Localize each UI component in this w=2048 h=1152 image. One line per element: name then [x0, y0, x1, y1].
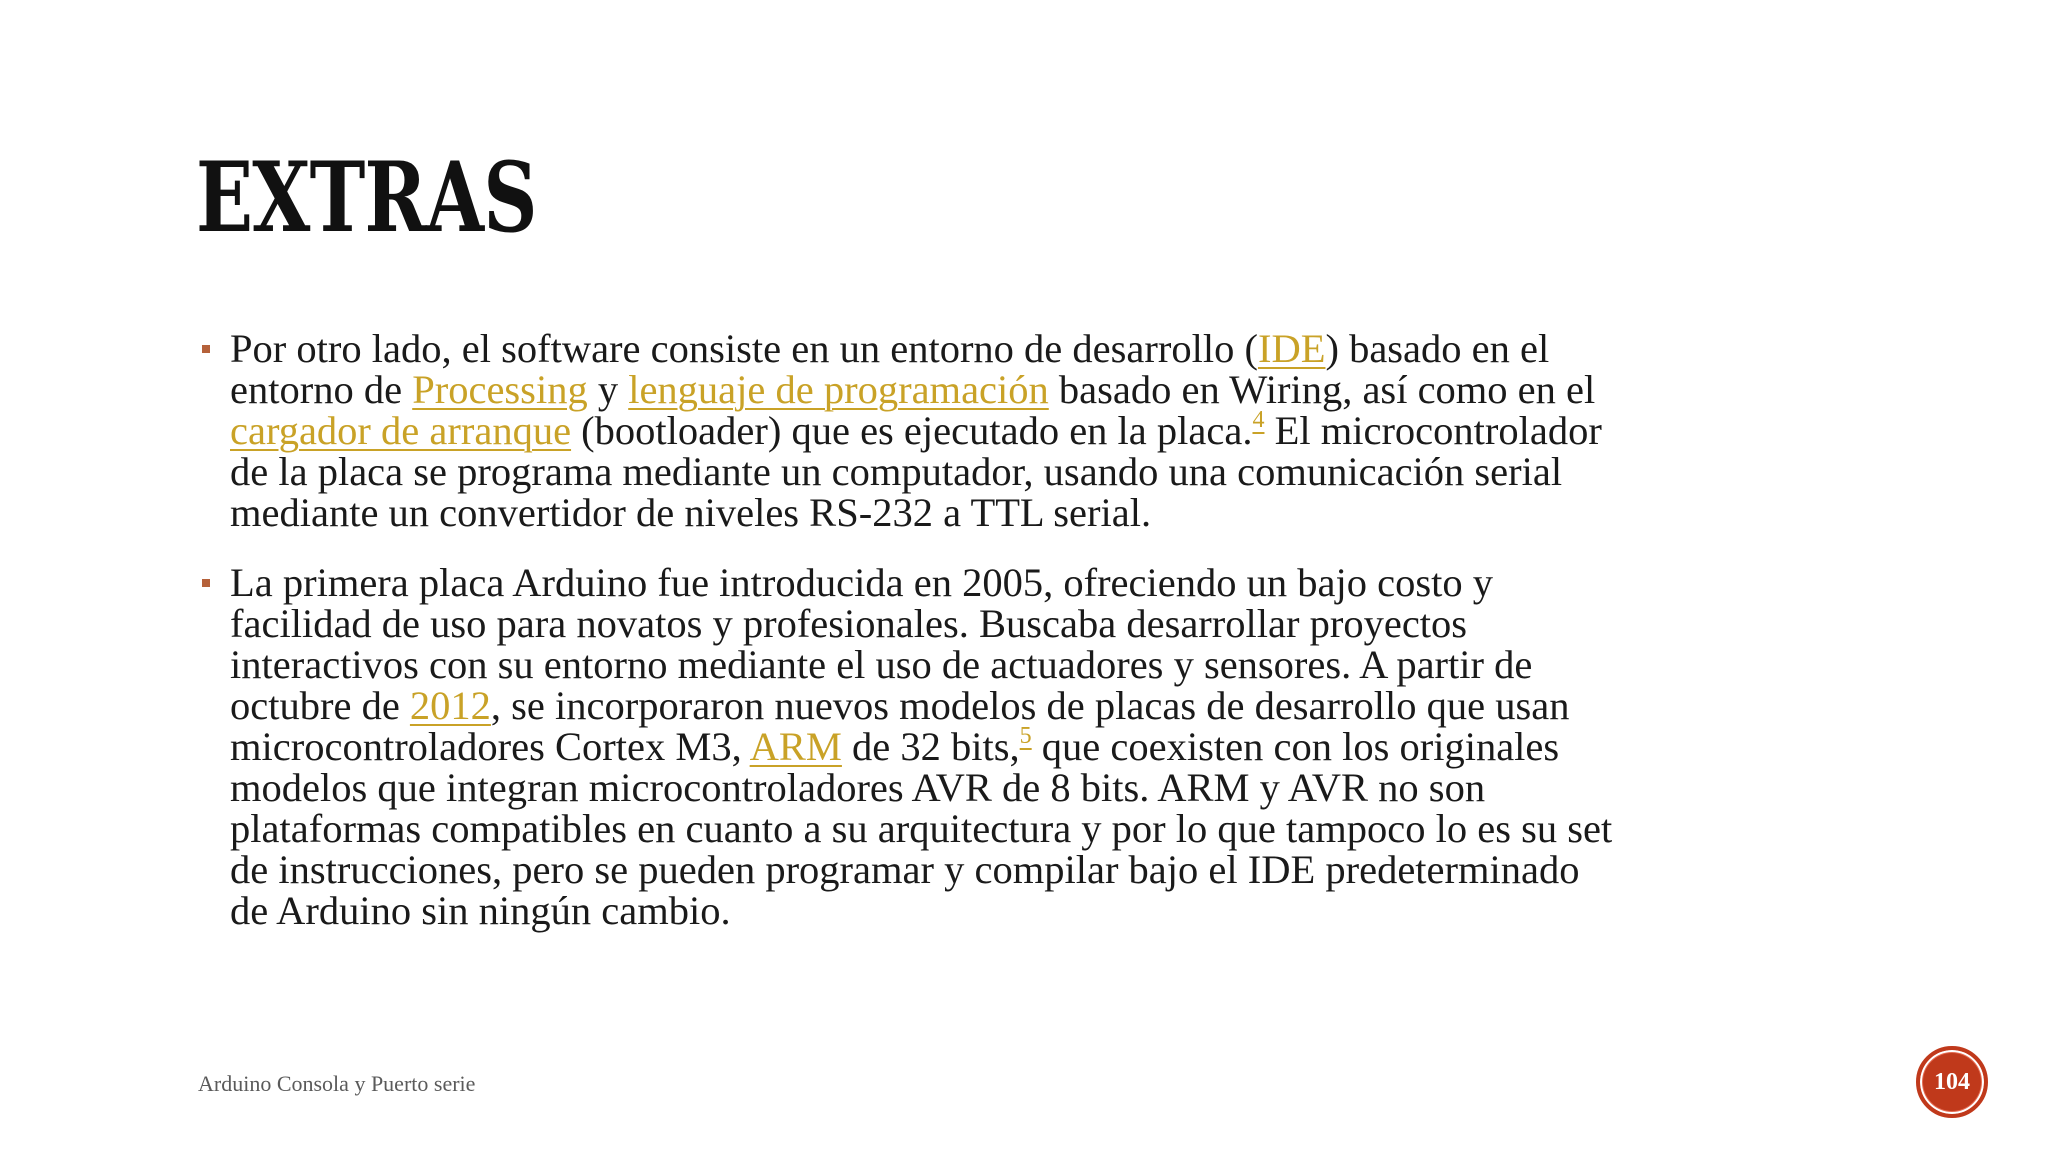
bullet-text: El microcontrolador de la placa se programa mediante un computador, usando una comunicación serial mediante un convertidor de niveles RS-232 a TTL serial.	[230, 408, 1602, 535]
bullet-marker-icon	[202, 579, 210, 587]
bullet-text: y	[587, 367, 629, 412]
bullet-text: de 32 bits,	[841, 724, 1020, 769]
bullet-item-2	[196, 562, 1616, 931]
bullet-text: , se incorporaron nuevos modelos de placas de desarrollo que usan microcontroladores Cortex M3,	[230, 683, 1570, 769]
link-lenguaje-de-programacion[interactable]: lenguaje de programación	[628, 367, 1049, 412]
link-ide[interactable]: IDE	[1257, 326, 1326, 371]
bullet-text: ) basado en el entorno de	[230, 326, 1550, 412]
link-2012[interactable]: 2012	[409, 683, 491, 728]
slide-footer: Arduino Consola y Puerto serie	[198, 1071, 476, 1096]
link-processing[interactable]: Processing	[412, 367, 588, 412]
footnote-ref-5[interactable]: 5	[1019, 723, 1032, 749]
page-number-badge	[1916, 1046, 1988, 1118]
slide-content	[196, 328, 1616, 931]
bullet-marker-icon	[202, 345, 210, 353]
bullet-text: Por otro lado, el software consiste en un entorno de desarrollo (	[230, 326, 1258, 371]
slide-title: EXTRAS	[196, 141, 537, 254]
link-cargador-de-arranque[interactable]: cargador de arranque	[230, 408, 572, 453]
footnote-ref-4[interactable]: 4	[1252, 407, 1265, 433]
bullet-item-1	[196, 328, 1616, 533]
page-number: 104	[1934, 1068, 1970, 1095]
bullet-text: que coexisten con los originales modelos que integran microcontroladores AVR de 8 bits. ARM y AVR no son plataformas compatibles en cuanto a su arquitectura y por lo que tampoco lo es su set de instrucciones, pero se pueden programar y compilar bajo el IDE predeterminado de Arduino sin ningún cambio.	[230, 724, 1613, 933]
bullet-text: La primera placa Arduino fue introducida en 2005, ofreciendo un bajo costo y facilidad de uso para novatos y profesionales. Buscaba desarrollar proyectos interactivos con su entorno mediante el uso de actuadores y sensores. A partir de octubre de	[230, 560, 1533, 728]
bullet-text: basado en Wiring, así como en el	[1048, 367, 1596, 412]
link-arm[interactable]: ARM	[749, 724, 842, 769]
bullet-text: (bootloader) que es ejecutado en la placa.	[571, 408, 1253, 453]
